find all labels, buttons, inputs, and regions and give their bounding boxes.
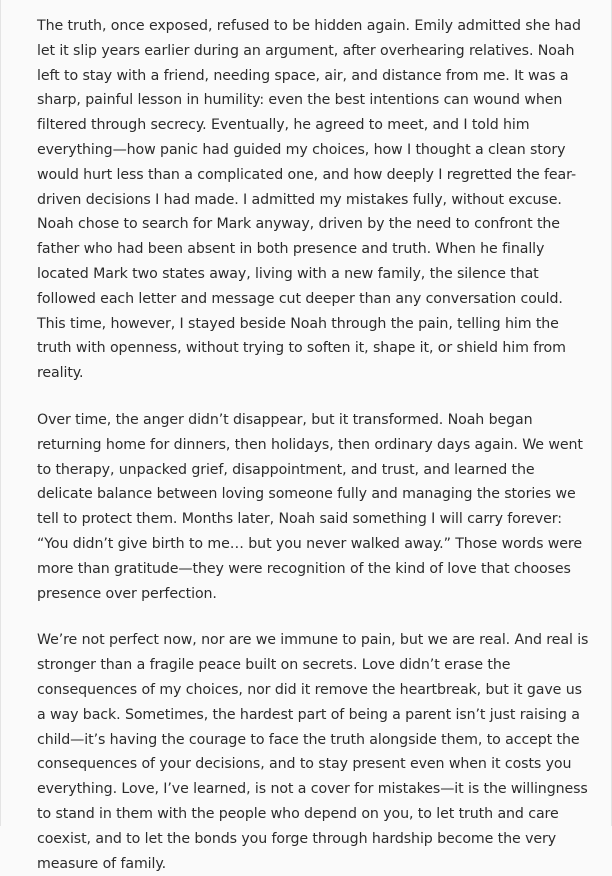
article-paragraph: The truth, once exposed, refused to be hidden again. Emily admitted she had let it slip years earlier during an argument, after overhearing relatives. Noah left to stay with a friend, needing space, air, and distance from me. It was a sharp, painful lesson in humility: even the best intentions can wound when filtered through secrecy. Eventually, he agreed to meet, and I told him everything—how panic had guided my choices, how I thought a clean story would hurt less than a complicated one, and how deeply I regretted the fear-driven decisions I had made. I admitted my mistakes fully, without excuse. Noah chose to search for Mark anyway, driven by the need to confront the father who had been absent in both presence and truth. When he finally located Mark two states away, living with a new family, the silence that followed each letter and message cut deeper than any conversation could. This time, however, I stayed beside Noah through the pain, telling him the truth with openness, without trying to soften it, shape it, or shield him from reality.	[37, 18, 581, 382]
article-paragraph: We’re not perfect now, nor are we immune to pain, but we are real. And real is stronger than a fragile peace built on secrets. Love didn’t erase the consequences of my choices, nor did it remove the heartbreak, but it gave us a way back. Sometimes, the hardest part of being a parent isn’t just raising a child—it’s having the courage to face the truth alongside them, to accept the consequences of your decisions, and to stay present even when it costs you everything. Love, I’ve learned, is not a cover for mistakes—it is the willingness to stand in them with the people who depend on you, to let truth and care coexist, and to let the bonds you forge through hardship become the very measure of family.	[37, 632, 589, 872]
article-paragraph: Over time, the anger didn’t disappear, but it transformed. Noah began returning home for dinners, then holidays, then ordinary days again. We went to therapy, unpacked grief, disappointment, and trust, and learned the delicate balance between loving someone fully and managing the stories we tell to protect them. Months later, Noah said something I will carry forever: “You didn’t give birth to me… but you never walked away.” Those words were more than gratitude—they were recognition of the kind of love that chooses presence over perfection.	[37, 411, 583, 602]
article-body	[1, 0, 611, 876]
